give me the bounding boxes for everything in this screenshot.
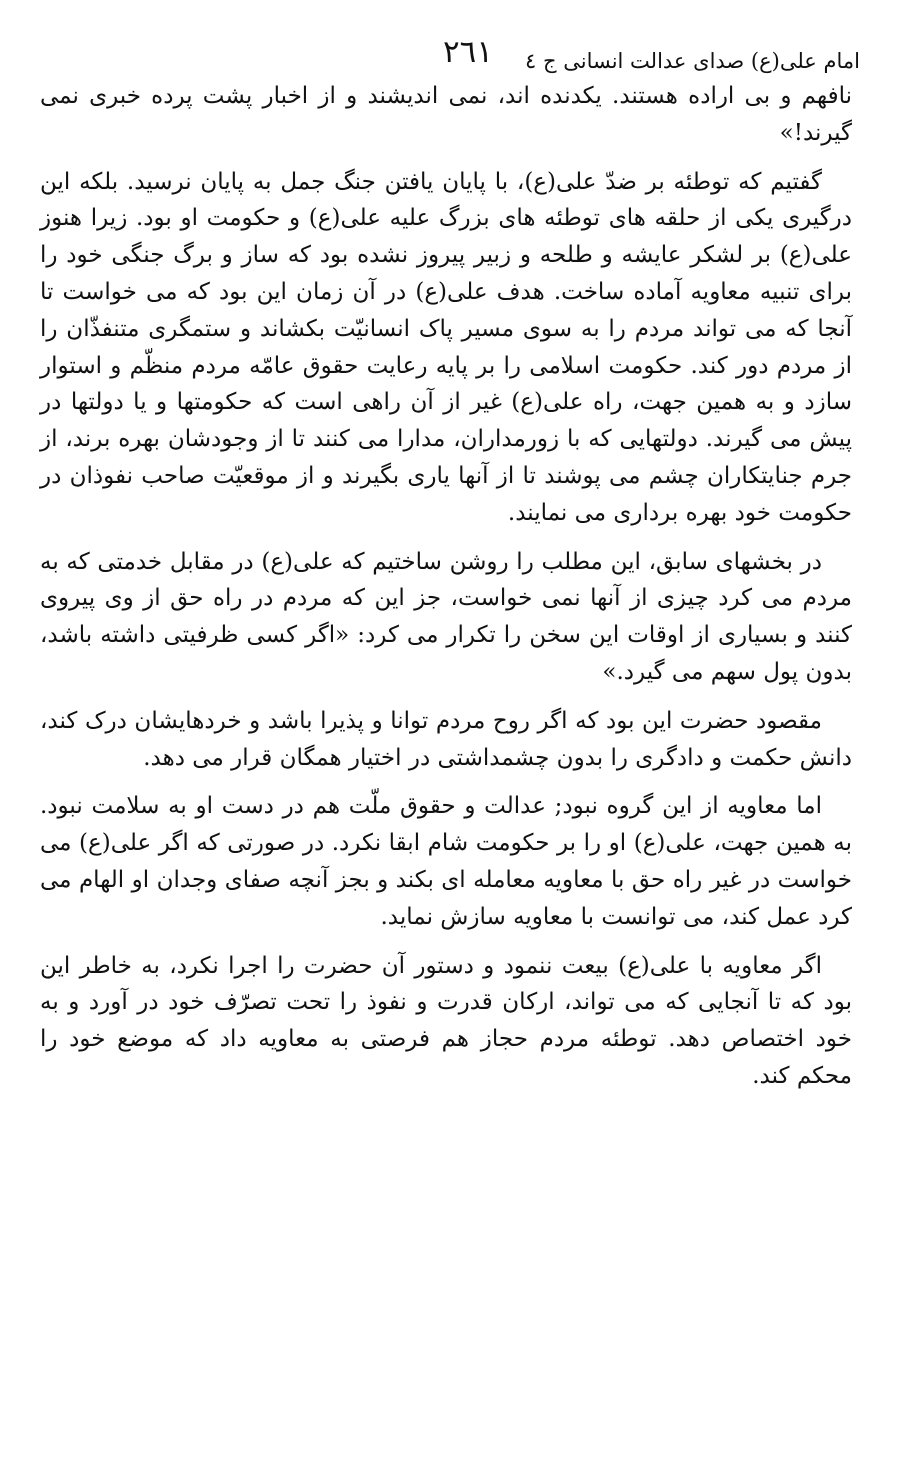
- paragraph-1: نافهم و بی اراده هستند. یکدنده اند، نمی اندیشند و از اخبار پشت پرده خبری نمی گیرند!»: [40, 83, 852, 146]
- book-title: امام علی(ع) صدای عدالت انسانی ج ٤: [525, 49, 860, 73]
- paragraph-3: در بخشهای سابق، این مطلب را روشن ساختیم که علی(ع) در مقابل خدمتی که به مردم می کرد چیزی از آنها نمی خواست، جز این که مردم در راه حق از وی پیروی کنند و بسیاری از اوقات این سخن را تکرار می کرد: «اگر کسی ظرفیتی داشته باشد، بدون پول سهم می گیرد.»: [40, 548, 852, 685]
- paragraph-6: اگر معاویه با علی(ع) بیعت ننمود و دستور آن حضرت را اجرا نکرد، به خاطر این بود که تا آنجایی که می تواند، ارکان قدرت و نفوذ را تحت تصرّف خود در آورد و به خود اختصاص دهد. توطئه مردم حجاز هم فرصتی به معاویه داد که موضع خود را محکم کند.: [40, 952, 852, 1089]
- paragraph-5: اما معاویه از این گروه نبود; عدالت و حقوق ملّت هم در دست او به سلامت نبود. به همین جهت، علی(ع) او را بر حکومت شام ابقا نکرد. در صورتی که اگر علی(ع) می خواست در غیر راه حق با معاویه معامله ای بکند و بجز آنچه صفای وجدان او الهام می کرد عمل کند، می توانست با معاویه سازش نماید.: [40, 793, 852, 930]
- paragraph-2: گفتیم که توطئه بر ضدّ علی(ع)، با پایان یافتن جنگ جمل به پایان نرسید. بلکه این درگیری یکی از حلقه های توطئه های بزرگ علیه علی(ع) و حکومت او بود. زیرا هنوز علی(ع) بر لشکر عایشه و طلحه و زبیر پیروز نشده بود که ساز و برگ جنگی خود را برای تنبیه معاویه آماده ساخت. هدف علی(ع) در آن زمان این بود که می خواست تا آنجا که می تواند مردم را به سوی مسیر پاک انسانیّت بکشاند و ستمگری متنفذّان را از مردم دور کند. حکومت اسلامی را بر پایه رعایت حقوق عامّه مردم منظّم و استوار سازد و به همین جهت، راه علی(ع) غیر از آن راهی است که حکومتها و یا دولتها در پیش می گیرند. دولتهایی که با زورمداران، مدارا می کنند تا از وجودشان بهره برند، از جرم جنایتکاران چشم می پوشند تا از آنها یاری بگیرند و از موقعیّت صاحب نفوذان در حکومت خود بهره برداری می نمایند.: [40, 168, 852, 526]
- body-text: [40, 78, 852, 1107]
- page-number: ٢٦١: [443, 34, 493, 70]
- paragraph-4: مقصود حضرت این بود که اگر روح مردم توانا و پذیرا باشد و خردهایشان درک کند، دانش حکمت و دادگری را بدون چشمداشتی در اختیار همگان قرار می دهد.: [40, 707, 852, 771]
